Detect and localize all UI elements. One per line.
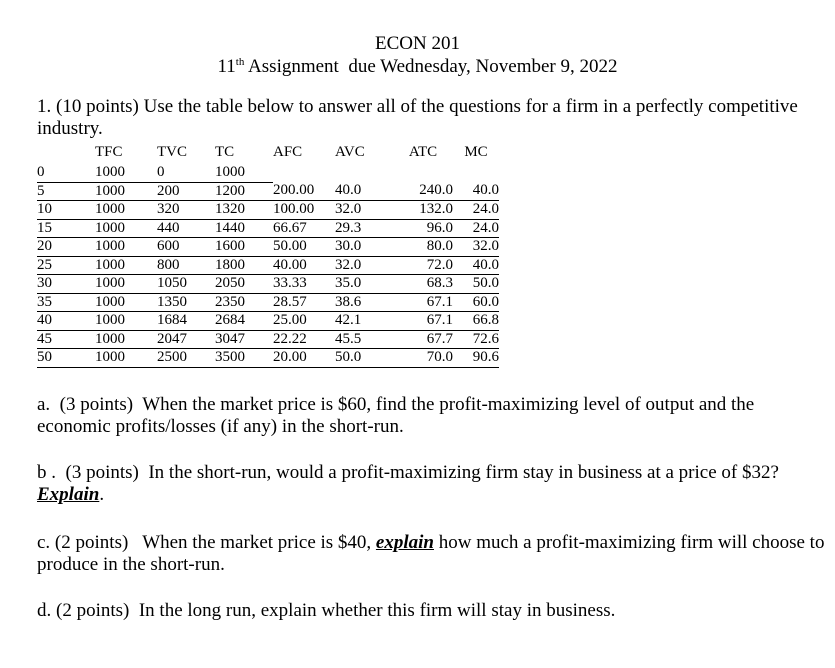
table-cell-q: 5 bbox=[37, 182, 95, 201]
table-cell-tc: 2050 bbox=[215, 275, 273, 294]
column-header-avc: AVC bbox=[335, 144, 365, 161]
table-cell-atc: 96.0 bbox=[393, 219, 453, 238]
table-row bbox=[37, 219, 499, 238]
table-cell-q: 25 bbox=[37, 256, 95, 275]
table-cell-tfc: 1000 bbox=[95, 349, 157, 368]
table-cell-atc: 240.0 bbox=[393, 182, 453, 201]
table-row bbox=[37, 330, 499, 349]
table-cell-q: 10 bbox=[37, 201, 95, 220]
table-cell-q: 50 bbox=[37, 349, 95, 368]
table-cell-afc: 50.00 bbox=[273, 238, 335, 257]
assignment-due-text: Assignment due Wednesday, November 9, 2022 bbox=[244, 56, 618, 77]
part-c bbox=[37, 532, 827, 576]
question-1-intro: 1. (10 points) Use the table below to answer all of the questions for a firm in a perfectly competitive industry. bbox=[37, 96, 798, 139]
table-cell-mc: 32.0 bbox=[453, 238, 499, 257]
table-cell-afc bbox=[273, 164, 335, 182]
cost-table bbox=[37, 142, 499, 368]
assignment-title bbox=[0, 56, 835, 78]
table-cell-avc: 32.0 bbox=[335, 256, 393, 275]
table-row bbox=[37, 256, 499, 275]
table-cell-tc: 2350 bbox=[215, 293, 273, 312]
table-cell-mc: 40.0 bbox=[453, 256, 499, 275]
column-header-atc: ATC bbox=[408, 144, 438, 161]
column-header-q bbox=[37, 142, 95, 164]
table-row bbox=[37, 349, 499, 368]
table-cell-tvc: 200 bbox=[157, 182, 215, 201]
table-cell-tvc: 1684 bbox=[157, 312, 215, 331]
part-a: a. (3 points) When the market price is $60, find the profit-maximizing level of output and the economic profits/losses (if any) in the short-run. bbox=[37, 394, 759, 437]
table-cell-afc: 40.00 bbox=[273, 256, 335, 275]
table-cell-afc: 25.00 bbox=[273, 312, 335, 331]
table-cell-tfc: 1000 bbox=[95, 312, 157, 331]
table-cell-afc: 66.67 bbox=[273, 219, 335, 238]
table-cell-q: 45 bbox=[37, 330, 95, 349]
table-cell-afc: 20.00 bbox=[273, 349, 335, 368]
table-row bbox=[37, 182, 499, 201]
table-cell-atc: 72.0 bbox=[393, 256, 453, 275]
table-cell-mc: 60.0 bbox=[453, 293, 499, 312]
table-row bbox=[37, 312, 499, 331]
table-cell-avc bbox=[335, 164, 393, 182]
part-b-text: b . (3 points) In the short-run, would a profit-maximizing firm stay in business at a price of $32? bbox=[37, 462, 784, 483]
table-cell-tfc: 1000 bbox=[95, 164, 157, 182]
table-cell-avc: 38.6 bbox=[335, 293, 393, 312]
table-cell-atc: 70.0 bbox=[393, 349, 453, 368]
table-cell-mc: 24.0 bbox=[453, 201, 499, 220]
table-cell-atc: 80.0 bbox=[393, 238, 453, 257]
table-cell-tfc: 1000 bbox=[95, 256, 157, 275]
table-cell-avc: 30.0 bbox=[335, 238, 393, 257]
column-header-afc: AFC bbox=[273, 144, 303, 161]
table-cell-atc: 67.7 bbox=[393, 330, 453, 349]
table-cell-afc: 200.00 bbox=[273, 182, 335, 201]
table-cell-q: 0 bbox=[37, 164, 95, 182]
table-cell-tc: 2684 bbox=[215, 312, 273, 331]
table-cell-tvc: 1350 bbox=[157, 293, 215, 312]
table-cell-tc: 1000 bbox=[215, 164, 273, 182]
assignment-suffix: th bbox=[235, 56, 245, 68]
table-row bbox=[37, 164, 499, 182]
table-cell-tfc: 1000 bbox=[95, 182, 157, 201]
part-c-explain: explain bbox=[375, 532, 434, 553]
table-row bbox=[37, 275, 499, 294]
table-cell-afc: 33.33 bbox=[273, 275, 335, 294]
table-cell-tvc: 0 bbox=[157, 164, 215, 182]
table-row bbox=[37, 201, 499, 220]
part-b-explain: Explain bbox=[37, 484, 100, 505]
table-cell-mc: 72.6 bbox=[453, 330, 499, 349]
table-cell-atc: 132.0 bbox=[393, 201, 453, 220]
table-cell-tfc: 1000 bbox=[95, 201, 157, 220]
table-cell-tc: 3500 bbox=[215, 349, 273, 368]
part-b bbox=[37, 462, 827, 506]
table-cell-avc: 32.0 bbox=[335, 201, 393, 220]
table-row bbox=[37, 238, 499, 257]
table-row bbox=[37, 293, 499, 312]
table-cell-avc: 29.3 bbox=[335, 219, 393, 238]
column-header-mc: MC bbox=[464, 144, 488, 161]
table-header-row bbox=[37, 142, 499, 164]
table-cell-afc: 28.57 bbox=[273, 293, 335, 312]
table-cell-avc: 42.1 bbox=[335, 312, 393, 331]
table-cell-afc: 100.00 bbox=[273, 201, 335, 220]
table-cell-tfc: 1000 bbox=[95, 238, 157, 257]
part-b-end: . bbox=[99, 484, 105, 505]
table-cell-avc: 35.0 bbox=[335, 275, 393, 294]
table-cell-tc: 3047 bbox=[215, 330, 273, 349]
table-cell-q: 15 bbox=[37, 219, 95, 238]
table-cell-tfc: 1000 bbox=[95, 275, 157, 294]
table-cell-atc: 67.1 bbox=[393, 293, 453, 312]
table-cell-mc: 24.0 bbox=[453, 219, 499, 238]
table-cell-atc: 68.3 bbox=[393, 275, 453, 294]
assignment-number: 11 bbox=[217, 56, 236, 77]
table-cell-tvc: 800 bbox=[157, 256, 215, 275]
table-cell-afc: 22.22 bbox=[273, 330, 335, 349]
table-cell-mc: 66.8 bbox=[453, 312, 499, 331]
table-cell-tvc: 320 bbox=[157, 201, 215, 220]
part-d: d. (2 points) In the long run, explain whether this firm will stay in business. bbox=[37, 600, 616, 621]
table-cell-avc: 45.5 bbox=[335, 330, 393, 349]
part-c-post: how much a profit-maximizing firm will choose to produce in the short-run. bbox=[37, 532, 825, 575]
table-cell-tc: 1600 bbox=[215, 238, 273, 257]
table-cell-tvc: 440 bbox=[157, 219, 215, 238]
table-cell-tvc: 600 bbox=[157, 238, 215, 257]
table-cell-tc: 1320 bbox=[215, 201, 273, 220]
table-cell-mc bbox=[453, 164, 499, 182]
part-c-pre: c. (2 points) When the market price is $40, bbox=[37, 532, 376, 553]
table-cell-tvc: 2500 bbox=[157, 349, 215, 368]
table-cell-q: 20 bbox=[37, 238, 95, 257]
table-cell-tfc: 1000 bbox=[95, 219, 157, 238]
table-cell-avc: 50.0 bbox=[335, 349, 393, 368]
table-cell-tvc: 1050 bbox=[157, 275, 215, 294]
table-cell-avc: 40.0 bbox=[335, 182, 393, 201]
table-cell-q: 30 bbox=[37, 275, 95, 294]
table-cell-tfc: 1000 bbox=[95, 293, 157, 312]
course-title: ECON 201 bbox=[375, 33, 460, 54]
column-header-tc: TC bbox=[215, 144, 235, 161]
table-cell-tc: 1200 bbox=[215, 182, 273, 201]
table-cell-q: 40 bbox=[37, 312, 95, 331]
table-cell-atc: 67.1 bbox=[393, 312, 453, 331]
table-cell-atc bbox=[393, 164, 453, 182]
table-cell-tc: 1800 bbox=[215, 256, 273, 275]
table-cell-mc: 90.6 bbox=[453, 349, 499, 368]
column-header-tvc: TVC bbox=[157, 144, 187, 161]
table-cell-q: 35 bbox=[37, 293, 95, 312]
table-cell-tvc: 2047 bbox=[157, 330, 215, 349]
table-cell-tfc: 1000 bbox=[95, 330, 157, 349]
column-header-tfc: TFC bbox=[95, 144, 123, 161]
table-cell-tc: 1440 bbox=[215, 219, 273, 238]
table-cell-mc: 40.0 bbox=[453, 182, 499, 201]
table-cell-mc: 50.0 bbox=[453, 275, 499, 294]
